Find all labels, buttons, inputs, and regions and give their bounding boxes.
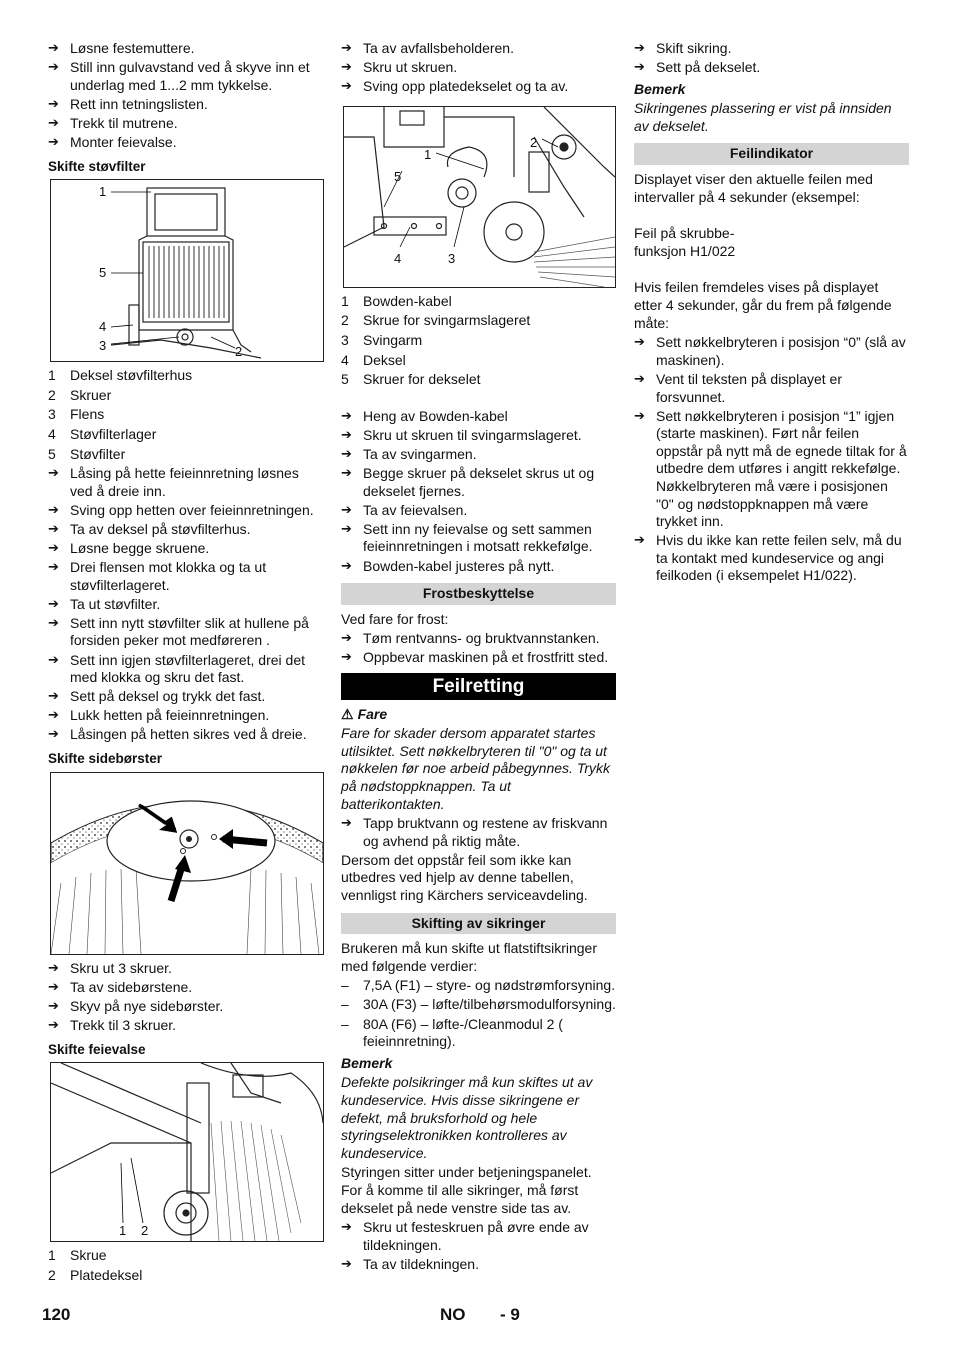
legend-item: 3 Flens xyxy=(48,406,105,423)
step: ➔ Ta av sidebørstene. xyxy=(48,979,324,997)
fault-text-2: Hvis feilen fremdeles vises på displayet etter 4 sekunder, går du frem på følgende måte: xyxy=(634,279,892,331)
step: ➔ Ta av tildekningen. xyxy=(341,1256,616,1274)
step: ➔ Sving opp hetten over feieinnretningen. xyxy=(48,502,324,520)
fault-example-line-1: Feil på skrubbe- xyxy=(634,225,735,242)
step: ➔ Lukk hetten på feieinnretningen. xyxy=(48,707,324,725)
callout-5: 5 xyxy=(394,168,402,184)
sub-page-number: - 9 xyxy=(500,1305,520,1324)
callout-3: 3 xyxy=(448,250,456,266)
fuse-intro: Brukeren må kun skifte ut flatstiftsikringer med følgende verdier: xyxy=(341,940,597,974)
step: ➔ Skru ut skruen. xyxy=(341,59,616,77)
language-code: NO xyxy=(440,1305,466,1324)
step: ➔ Sett inn nytt støvfilter slik at hullene på forsiden peker mot medføreren . xyxy=(48,615,324,650)
step: ➔ Still inn gulvavstand ved å skyve inn et underlag med 1...2 mm tykkelse. xyxy=(48,59,324,94)
step: ➔ Sett nøkkelbryteren i posisjon “0” (slå av maskinen). xyxy=(634,334,909,369)
figure-roller xyxy=(50,1062,324,1242)
step: ➔ Ta av svingarmen. xyxy=(341,446,616,464)
step: ➔ Sett nøkkelbryteren i posisjon “1” igjen (starte maskinen). Ført når feilen oppstår på nytt må de egnede tiltak for å utbedre dem utføres i angitt rekkefølge. Nøkkelbryteren må være i posisjonen "0" og nødstoppknappen må være trykket inn. xyxy=(634,408,909,531)
step: ➔ Ta av deksel på støvfilterhus. xyxy=(48,521,324,539)
step: ➔ Trekk til mutrene. xyxy=(48,115,324,133)
section-heading-fault-indicator: Feilindikator xyxy=(634,143,909,165)
section-heading-side-brushes: Skifte sidebørster xyxy=(48,751,163,767)
column-2 xyxy=(341,40,616,1275)
trouble-text: Dersom det oppstår feil som ikke kan utbedres ved hjelp av denne tabellen, vennligst ring Kärchers serviceavdeling. xyxy=(341,851,588,903)
warning-icon: ⚠ xyxy=(341,705,354,722)
page-number: 120 xyxy=(42,1305,71,1324)
fig1-legend xyxy=(48,367,324,463)
fault-example-line-2: funksjon H1/022 xyxy=(634,242,736,259)
section-heading-roller: Skifte feievalse xyxy=(48,1041,146,1057)
step: ➔ Skru ut 3 skruer. xyxy=(48,960,324,978)
step: ➔ Skyv på nye sidebørster. xyxy=(48,998,324,1016)
step: ➔ Skru ut skruen til svingarmslageret. xyxy=(341,427,616,445)
step: ➔ Begge skruer på dekselet skrus ut og dekselet fjernes. xyxy=(341,465,616,500)
callout-4: 4 xyxy=(99,319,107,335)
step: ➔ Løsne festemuttere. xyxy=(48,40,324,58)
fuse-item: – 7,5A (F1) – styre- og nødstrømforsyning. xyxy=(341,977,616,995)
step: ➔ Monter feievalse. xyxy=(48,134,324,152)
step: ➔ Skru ut festeskruen på øvre ende av tildekningen. xyxy=(341,1219,616,1254)
roller-illustration xyxy=(51,1063,323,1241)
legend-item: 5 Støvfilter xyxy=(48,445,126,462)
step: ➔ Ta ut støvfilter. xyxy=(48,596,324,614)
step: ➔ Løsne begge skruene. xyxy=(48,540,324,558)
fuse-text: Styringen sitter under betjeningspanelet. For å komme til alle sikringer, må først dekselet på nede venstre side tas av. xyxy=(341,1164,592,1216)
step: ➔ Sett på deksel og trykk det fast. xyxy=(48,688,324,706)
legend-item: 2 Skrue for svingarmslageret xyxy=(341,312,531,329)
step: ➔ Sving opp platedekselet og ta av. xyxy=(341,78,616,96)
legend-item: 3 Svingarm xyxy=(341,331,423,348)
chapter-heading-troubleshooting: Feilretting xyxy=(341,673,616,700)
fuse-item: – 80A (F6) – løfte-/Cleanmodul 2 ( feieinnretning). xyxy=(341,1016,616,1051)
dust-filter-illustration xyxy=(51,180,323,361)
step: ➔ Hvis du ikke kan rette feilen selv, må du ta kontakt med kundeservice og angi feilkoden (i eksempelet H1/022). xyxy=(634,532,909,585)
steps-bowden-list xyxy=(341,408,616,575)
danger-label-row: ⚠ Fare xyxy=(341,705,388,722)
callout-2: 2 xyxy=(141,1223,149,1239)
legend-item: 1 Bowden-kabel xyxy=(341,292,452,309)
frost-intro: Ved fare for frost: xyxy=(341,610,449,627)
callout-2: 2 xyxy=(530,134,538,150)
step: ➔ Vent til teksten på displayet er forsvunnet. xyxy=(634,371,909,406)
column-3 xyxy=(634,40,909,587)
fig4-legend xyxy=(341,293,616,389)
note-label: Bemerk xyxy=(634,80,686,97)
fuse-item: – 30A (F3) – løfte/tilbehørsmodulforsyning. xyxy=(341,996,616,1014)
fault-text: Displayet viser den aktuelle feilen med intervaller på 4 sekunder (eksempel: xyxy=(634,171,873,205)
callout-1: 1 xyxy=(424,146,432,162)
step: ➔ Sett inn ny feievalse og sett sammen feieinnretningen i motsatt rekkefølge. xyxy=(341,521,616,556)
legend-item: 1 Deksel støvfilterhus xyxy=(48,367,193,384)
step: ➔ Tøm rentvanns- og bruktvannstanken. xyxy=(341,630,616,648)
step: ➔ Ta av avfallsbeholderen. xyxy=(341,40,616,58)
callout-3: 3 xyxy=(99,338,107,354)
step: ➔ Trekk til 3 skruer. xyxy=(48,1017,324,1035)
section-heading-fuses: Skifting av sikringer xyxy=(341,913,616,935)
legend-item: 1 Skrue xyxy=(48,1247,107,1264)
step: ➔ Tapp bruktvann og restene av friskvann og avhend på riktig måte. xyxy=(341,815,616,850)
danger-text: Fare for skader dersom apparatet startes utilsiktet. Sett nøkkelbryteren til "0" og ta ut nøkkelen før noe arbeid påbegynnes. Trykk på nødstoppknappen. Ta ut batterikontakten. xyxy=(341,725,610,812)
note-text: Sikringenes plassering er vist på innsiden av dekselet. xyxy=(634,100,892,134)
callout-2: 2 xyxy=(235,344,243,360)
step: ➔ Låsing på hette feieinnretning løsnes ved å dreie inn. xyxy=(48,465,324,500)
figure-bowden xyxy=(343,106,616,288)
step: ➔ Sett inn igjen støvfilterlageret, drei det med klokka og skru det fast. xyxy=(48,652,324,687)
step: ➔ Bowden-kabel justeres på nytt. xyxy=(341,558,616,576)
legend-item: 5 Skruer for dekselet xyxy=(341,371,481,388)
bowden-illustration xyxy=(344,107,615,287)
step: ➔ Sett på dekselet. xyxy=(634,59,909,77)
legend-item: 2 Platedeksel xyxy=(48,1266,143,1283)
legend-item: 4 Støvfilterlager xyxy=(48,425,157,442)
legend-item: 4 Deksel xyxy=(341,351,406,368)
figure-side-brush xyxy=(50,772,324,955)
step: ➔ Skift sikring. xyxy=(634,40,909,58)
section-heading-dust-filter: Skifte støvfilter xyxy=(48,158,146,174)
callout-1: 1 xyxy=(99,184,107,200)
steps-side-list xyxy=(48,960,324,1035)
step: ➔ Låsingen på hetten sikres ved å dreie. xyxy=(48,726,324,744)
step: ➔ Heng av Bowden-kabel xyxy=(341,408,616,426)
steps-filter-list xyxy=(48,465,324,744)
step: ➔ Oppbevar maskinen på et frostfritt sted. xyxy=(341,649,616,667)
step: ➔ Ta av feievalsen. xyxy=(341,502,616,520)
steps-top-list xyxy=(48,40,324,152)
section-heading-frost: Frostbeskyttelse xyxy=(341,583,616,605)
step: ➔ Rett inn tetningslisten. xyxy=(48,96,324,114)
legend-item: 2 Skruer xyxy=(48,386,112,403)
side-brush-illustration xyxy=(51,773,323,954)
step: ➔ Drei flensen mot klokka og ta ut støvfilterlageret. xyxy=(48,559,324,594)
note-label: Bemerk xyxy=(341,1054,393,1071)
callout-4: 4 xyxy=(394,250,402,266)
column-1 xyxy=(48,40,324,1286)
callout-1: 1 xyxy=(119,1223,127,1239)
note-text: Defekte polsikringer må kun skiftes ut av kundeservice. Hvis disse sikringene er defekt, må bruksforhold og hele styringselektronikken kontrolleres av kundeservice. xyxy=(341,1074,593,1161)
callout-5: 5 xyxy=(99,265,107,281)
fig3-legend xyxy=(48,1247,324,1284)
steps-top-list xyxy=(341,40,616,96)
figure-dust-filter xyxy=(50,179,324,362)
